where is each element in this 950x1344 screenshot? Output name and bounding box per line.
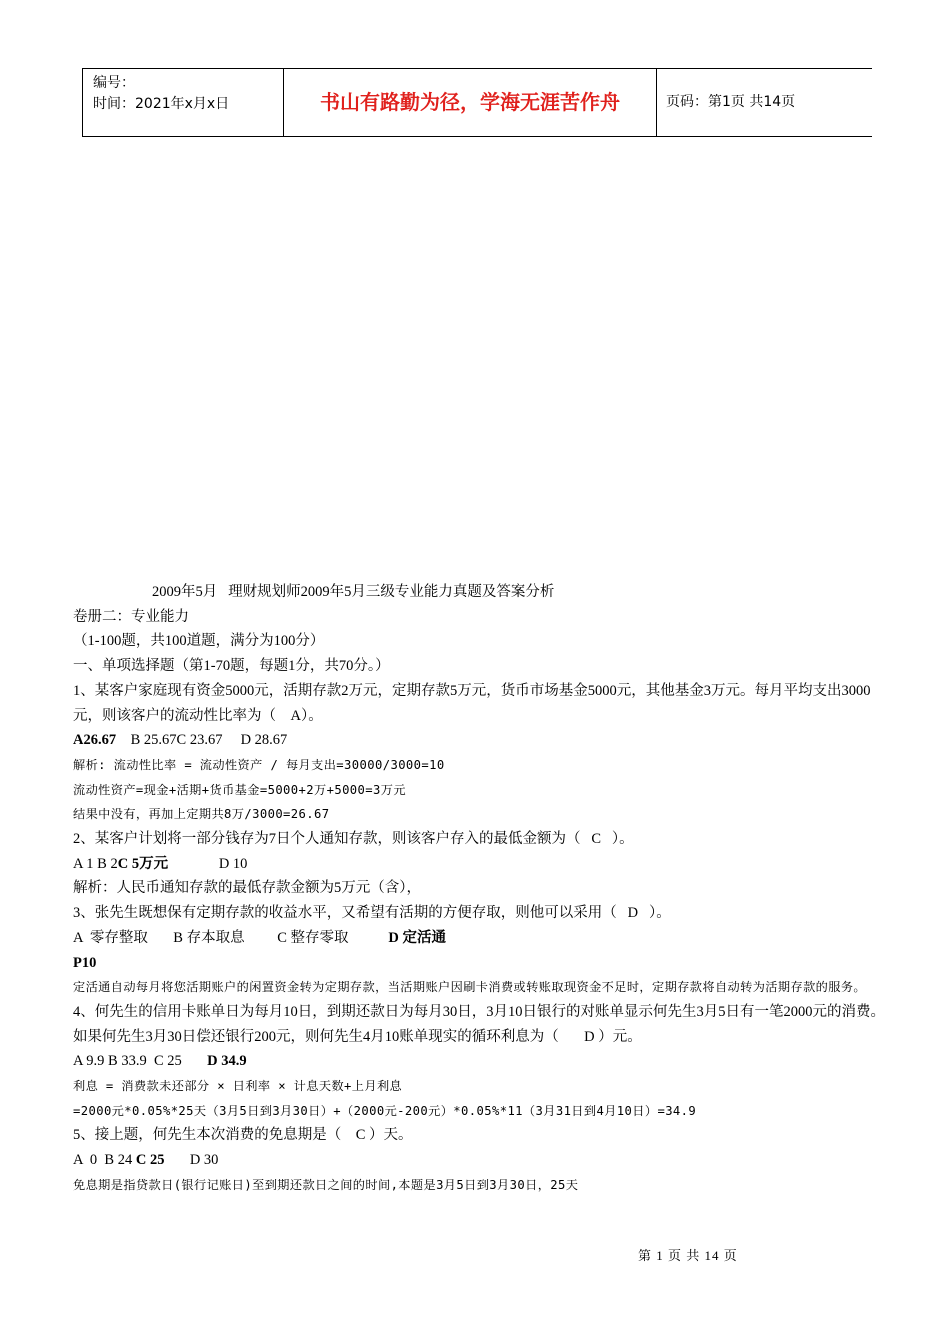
question-3-reference: P10 xyxy=(73,954,97,971)
header-table xyxy=(82,68,872,137)
options-pre: A 零存整取 B 存本取息 C 整存零取 xyxy=(73,929,389,946)
answer-d: D 34.9 xyxy=(207,1053,247,1070)
question-4-options xyxy=(73,1049,885,1074)
options-pre: A 0 B 24 xyxy=(73,1152,136,1169)
options-post: D 10 xyxy=(168,855,248,872)
question-4-analysis-2: =2000元*0.05%*25天（3月5日到3月30日）+（2000元-200元）*0.05%*11（3月31日到4月10日）=34.9 xyxy=(73,1103,697,1118)
time-label: 时间：2021年x月x日 xyxy=(93,96,230,112)
question-4-stem: 4、何先生的信用卡账单日为每月10日，到期还款日为每月30日，3月10日银行的对账单显示何先生3月5日有一笔2000元的消费。如果何先生3月30日偿还银行200元，则何先生4月10账单现实的循环利息为（ D ）元。 xyxy=(73,1003,885,1045)
motto: 书山有路勤为径，学海无涯苦作舟 xyxy=(284,69,657,136)
question-4-analysis-1: 利息 = 消费款未还部分 × 日利率 × 计息天数+上月利息 xyxy=(73,1079,403,1094)
question-5-options xyxy=(73,1148,885,1173)
answer-c: C 25 xyxy=(135,1152,165,1169)
header-info-cell xyxy=(82,69,284,136)
question-3-options xyxy=(73,926,885,951)
page-footer: 第 1 页 共 14 页 xyxy=(638,1248,738,1263)
answer-c: C 5万元 xyxy=(117,855,169,872)
answer-a: A26.67 xyxy=(73,732,117,749)
scope-label: （1-100题，共100道题，满分为100分） xyxy=(73,633,325,650)
question-5-stem: 5、接上题，何先生本次消费的免息期是（ C ）天。 xyxy=(73,1127,413,1144)
page-label: 页码：第1页 共14页 xyxy=(666,94,796,110)
other-options: B 25.67C 23.67 D 28.67 xyxy=(116,732,288,749)
question-1-analysis-1: 解析: 流动性比率 = 流动性资产 / 每月支出=30000/3000=10 xyxy=(73,757,445,772)
question-1-options xyxy=(73,728,885,753)
options-pre: A 1 B 2 xyxy=(73,855,118,872)
question-1-analysis-3: 结果中没有，再加上定期共8万/3000=26.67 xyxy=(73,807,330,822)
question-5-analysis: 免息期是指贷款日(银行记账日)至到期还款日之间的时间,本题是3月5日到3月30日，25天 xyxy=(73,1177,579,1192)
document-title: 2009年5月 理财规划师2009年5月三级专业能力真题及答案分析 xyxy=(152,584,555,600)
question-2-analysis: 解析：人民币通知存款的最低存款金额为5万元（含）， xyxy=(73,880,421,897)
section-heading: 一、单项选择题（第1-70题，每题1分，共70分。） xyxy=(73,658,390,675)
options-pre: A 9.9 B 33.9 C 25 xyxy=(73,1053,208,1070)
answer-d: D 定活通 xyxy=(388,929,446,946)
question-3-analysis: 定活通自动每月将您活期账户的闲置资金转为定期存款，当活期账户因刷卡消费或转账取现资金不足时，定期存款将自动转为活期存款的服务。 xyxy=(73,980,867,995)
question-2-stem: 2、某客户计划将一部分钱存为7日个人通知存款，则该客户存入的最低金额为（ C ）。 xyxy=(73,831,634,848)
question-1-stem: 1、某客户家庭现有资金5000元，活期存款2万元，定期存款5万元，货币市场基金5000元，其他基金3万元。每月平均支出3000元，则该客户的流动性比率为（ A）。 xyxy=(73,682,871,724)
number-label: 编号： xyxy=(93,75,135,91)
question-1-analysis-2: 流动性资产=现金+活期+货币基金=5000+2万+5000=3万元 xyxy=(73,782,406,797)
document-body xyxy=(73,580,885,1198)
options-post: D 30 xyxy=(164,1152,219,1169)
question-3-stem: 3、张先生既想保有定期存款的收益水平，又希望有活期的方便存取，则他可以采用（ D ）。 xyxy=(73,905,671,922)
volume-label: 卷册二：专业能力 xyxy=(73,608,189,625)
question-2-options xyxy=(73,852,885,877)
